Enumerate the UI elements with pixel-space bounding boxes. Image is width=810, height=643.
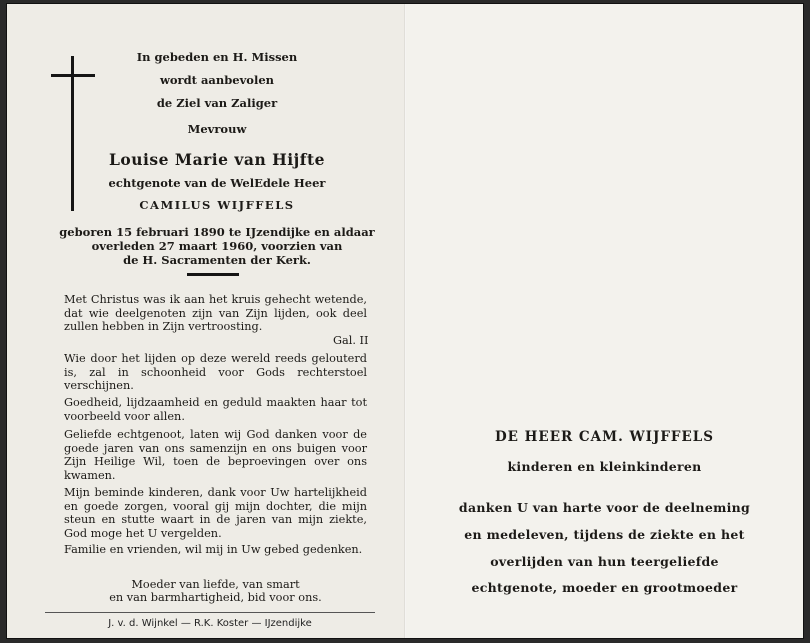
intro-line-2: wordt aanbevolen [159, 73, 274, 87]
intro-line-4: Mevrouw [187, 122, 247, 136]
verse-paragraph-3: Goedheid, lijdzaamheid en geduld maakten haar tot voorbeeld voor allen. [64, 396, 367, 423]
verse-paragraph-5: Mijn beminde kinderen, dank voor Uw hartelijkheid en goede zorgen, vooral gij mijn dochter, die mijn steun en stutte waart in de jaren van mijn ziekte, God moge het U vergelden. [64, 486, 367, 540]
intro-line-1: In gebeden en H. Missen [136, 50, 298, 64]
thanks-line-2: en medeleven, tijdens de ziekte en het [464, 527, 745, 542]
thanks-line-4: echtgenote, moeder en grootmoeder [471, 580, 738, 595]
life-line-2: overleden 27 maart 1960, voorzien van [91, 239, 343, 253]
divider [187, 273, 239, 276]
verse-paragraph-1: Met Christus was ik aan het kruis gehecht wetende, dat wie deelgenoten zijn van Zijn lijden, ook deel zullen hebben in Zijn vertroosting. [64, 293, 367, 334]
life-line-1: geboren 15 februari 1890 te IJzendijke en aldaar [59, 225, 375, 239]
verse-paragraph-2: Wie door het lijden op deze wereld reeds gelouterd is, zal in schoonheid voor Gods rechterstoel verschijnen. [64, 352, 367, 393]
verse-citation: Gal. II [333, 334, 369, 347]
thanks-subheading: kinderen en kleinkinderen [507, 459, 702, 474]
verse-paragraph-4: Geliefde echtgenoot, laten wij God danken voor de goede jaren van ons samenzijn en ons buigen voor Zijn Heilige Wil, toen de beproevingen over ons kwamen. [64, 428, 367, 482]
thanks-line-1: danken U van harte voor de deelneming [458, 500, 751, 515]
life-line-3: de H. Sacramenten der Kerk. [123, 253, 311, 267]
printer-footer: J. v. d. Wijnkel — R.K. Koster — IJzendijke [108, 618, 312, 629]
memorial-card [6, 3, 804, 639]
spouse-name: CAMILUS WIJFFELS [139, 198, 295, 212]
verse-paragraph-6: Familie en vrienden, wil mij in Uw gebed gedenken. [64, 543, 363, 556]
thanks-heading: DE HEER CAM. WIJFFELS [494, 429, 715, 445]
left-page [7, 4, 404, 638]
spouse-line: echtgenote van de WelEdele Heer [108, 176, 326, 190]
footer-divider [45, 612, 375, 613]
thanks-line-3: overlijden van hun teergeliefde [490, 554, 719, 569]
closing-line-1: Moeder van liefde, van smart [131, 578, 300, 591]
intro-line-3: de Ziel van Zaliger [156, 96, 278, 110]
deceased-name: Louise Marie van Hijfte [109, 150, 325, 169]
closing-line-2: en van barmhartigheid, bid voor ons. [109, 591, 322, 604]
right-page [406, 4, 803, 638]
